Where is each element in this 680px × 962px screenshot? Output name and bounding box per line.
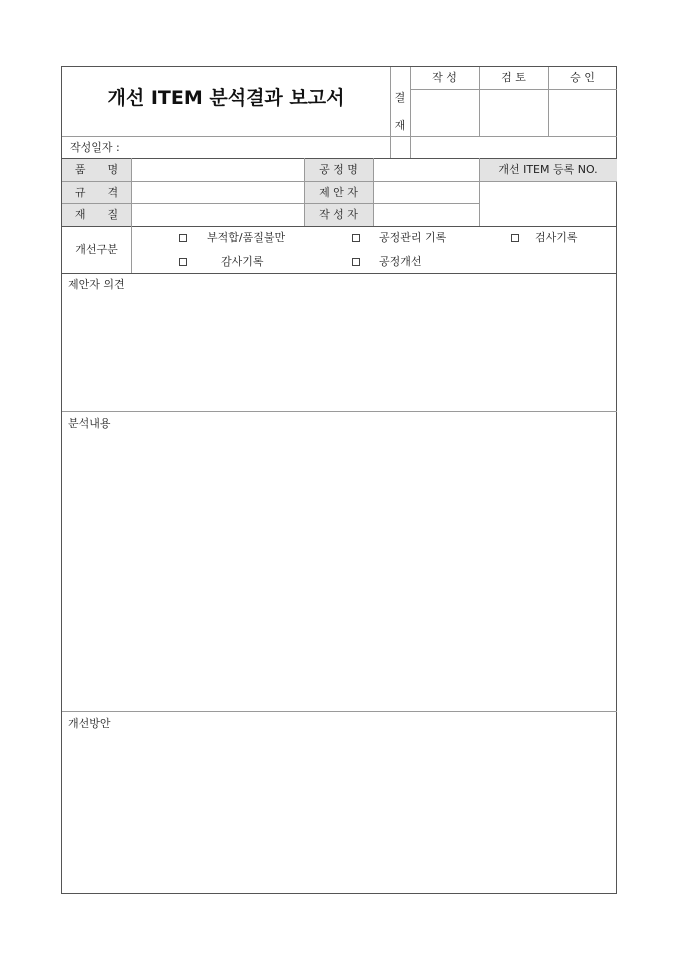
checkbox-audit-record[interactable] [179, 258, 187, 266]
product-name-field[interactable] [132, 159, 303, 180]
checkbox-nonconformance[interactable] [179, 234, 187, 242]
report-title: 개선 ITEM 분석결과 보고서 [107, 87, 345, 109]
checkbox-inspection-record[interactable] [511, 234, 519, 242]
plan-textarea[interactable] [63, 734, 616, 892]
plan-section-title: 개선방안 [68, 717, 111, 730]
date-label: 작성일자 : [70, 141, 120, 154]
spec-label: 규 격 [74, 186, 119, 199]
proposer-field[interactable] [374, 182, 478, 202]
divider [62, 226, 617, 227]
writer-field[interactable] [374, 204, 478, 225]
checkbox-process-control[interactable] [352, 234, 360, 242]
option-process-improvement: 공정개선 [379, 255, 422, 268]
signature-box-write[interactable] [411, 90, 478, 136]
option-audit-record: 감사기록 [221, 255, 264, 268]
approval-col-write: 작 성 [432, 71, 457, 84]
approval-label: 결 [394, 91, 406, 104]
report-form [61, 66, 617, 894]
divider [410, 136, 617, 137]
signature-box-review[interactable] [480, 90, 547, 136]
material-label: 재 질 [74, 208, 119, 221]
process-name-label: 공 정 명 [319, 163, 358, 176]
approval-col-review: 검 토 [501, 71, 526, 84]
option-process-control: 공정관리 기록 [379, 231, 447, 244]
signature-box-approve[interactable] [549, 90, 617, 136]
spec-field[interactable] [132, 182, 303, 202]
process-name-field[interactable] [374, 159, 478, 180]
analysis-section-title: 분석내용 [68, 417, 111, 430]
divider [62, 136, 410, 137]
material-field[interactable] [132, 204, 303, 225]
divider [62, 711, 617, 712]
divider [62, 411, 617, 412]
writer-label: 작 성 자 [319, 208, 358, 221]
opinion-textarea[interactable] [63, 295, 616, 411]
option-nonconformance: 부적합/품질불만 [207, 231, 286, 244]
divider [62, 273, 617, 274]
reg-no-field[interactable] [480, 182, 617, 225]
reg-no-label: 개선 ITEM 등록 NO. [498, 163, 598, 176]
approval-col-approve: 승 인 [570, 71, 595, 84]
category-label: 개선구분 [75, 243, 118, 256]
product-name-label: 품 명 [74, 163, 119, 176]
checkbox-process-improvement[interactable] [352, 258, 360, 266]
opinion-section-title: 제안자 의견 [68, 278, 125, 291]
date-field[interactable] [128, 139, 390, 157]
option-inspection-record: 검사기록 [535, 231, 578, 244]
analysis-textarea[interactable] [63, 434, 616, 710]
divider [131, 226, 132, 273]
approval-label: 재 [394, 119, 406, 132]
proposer-label: 제 안 자 [319, 186, 358, 199]
divider [390, 67, 391, 158]
